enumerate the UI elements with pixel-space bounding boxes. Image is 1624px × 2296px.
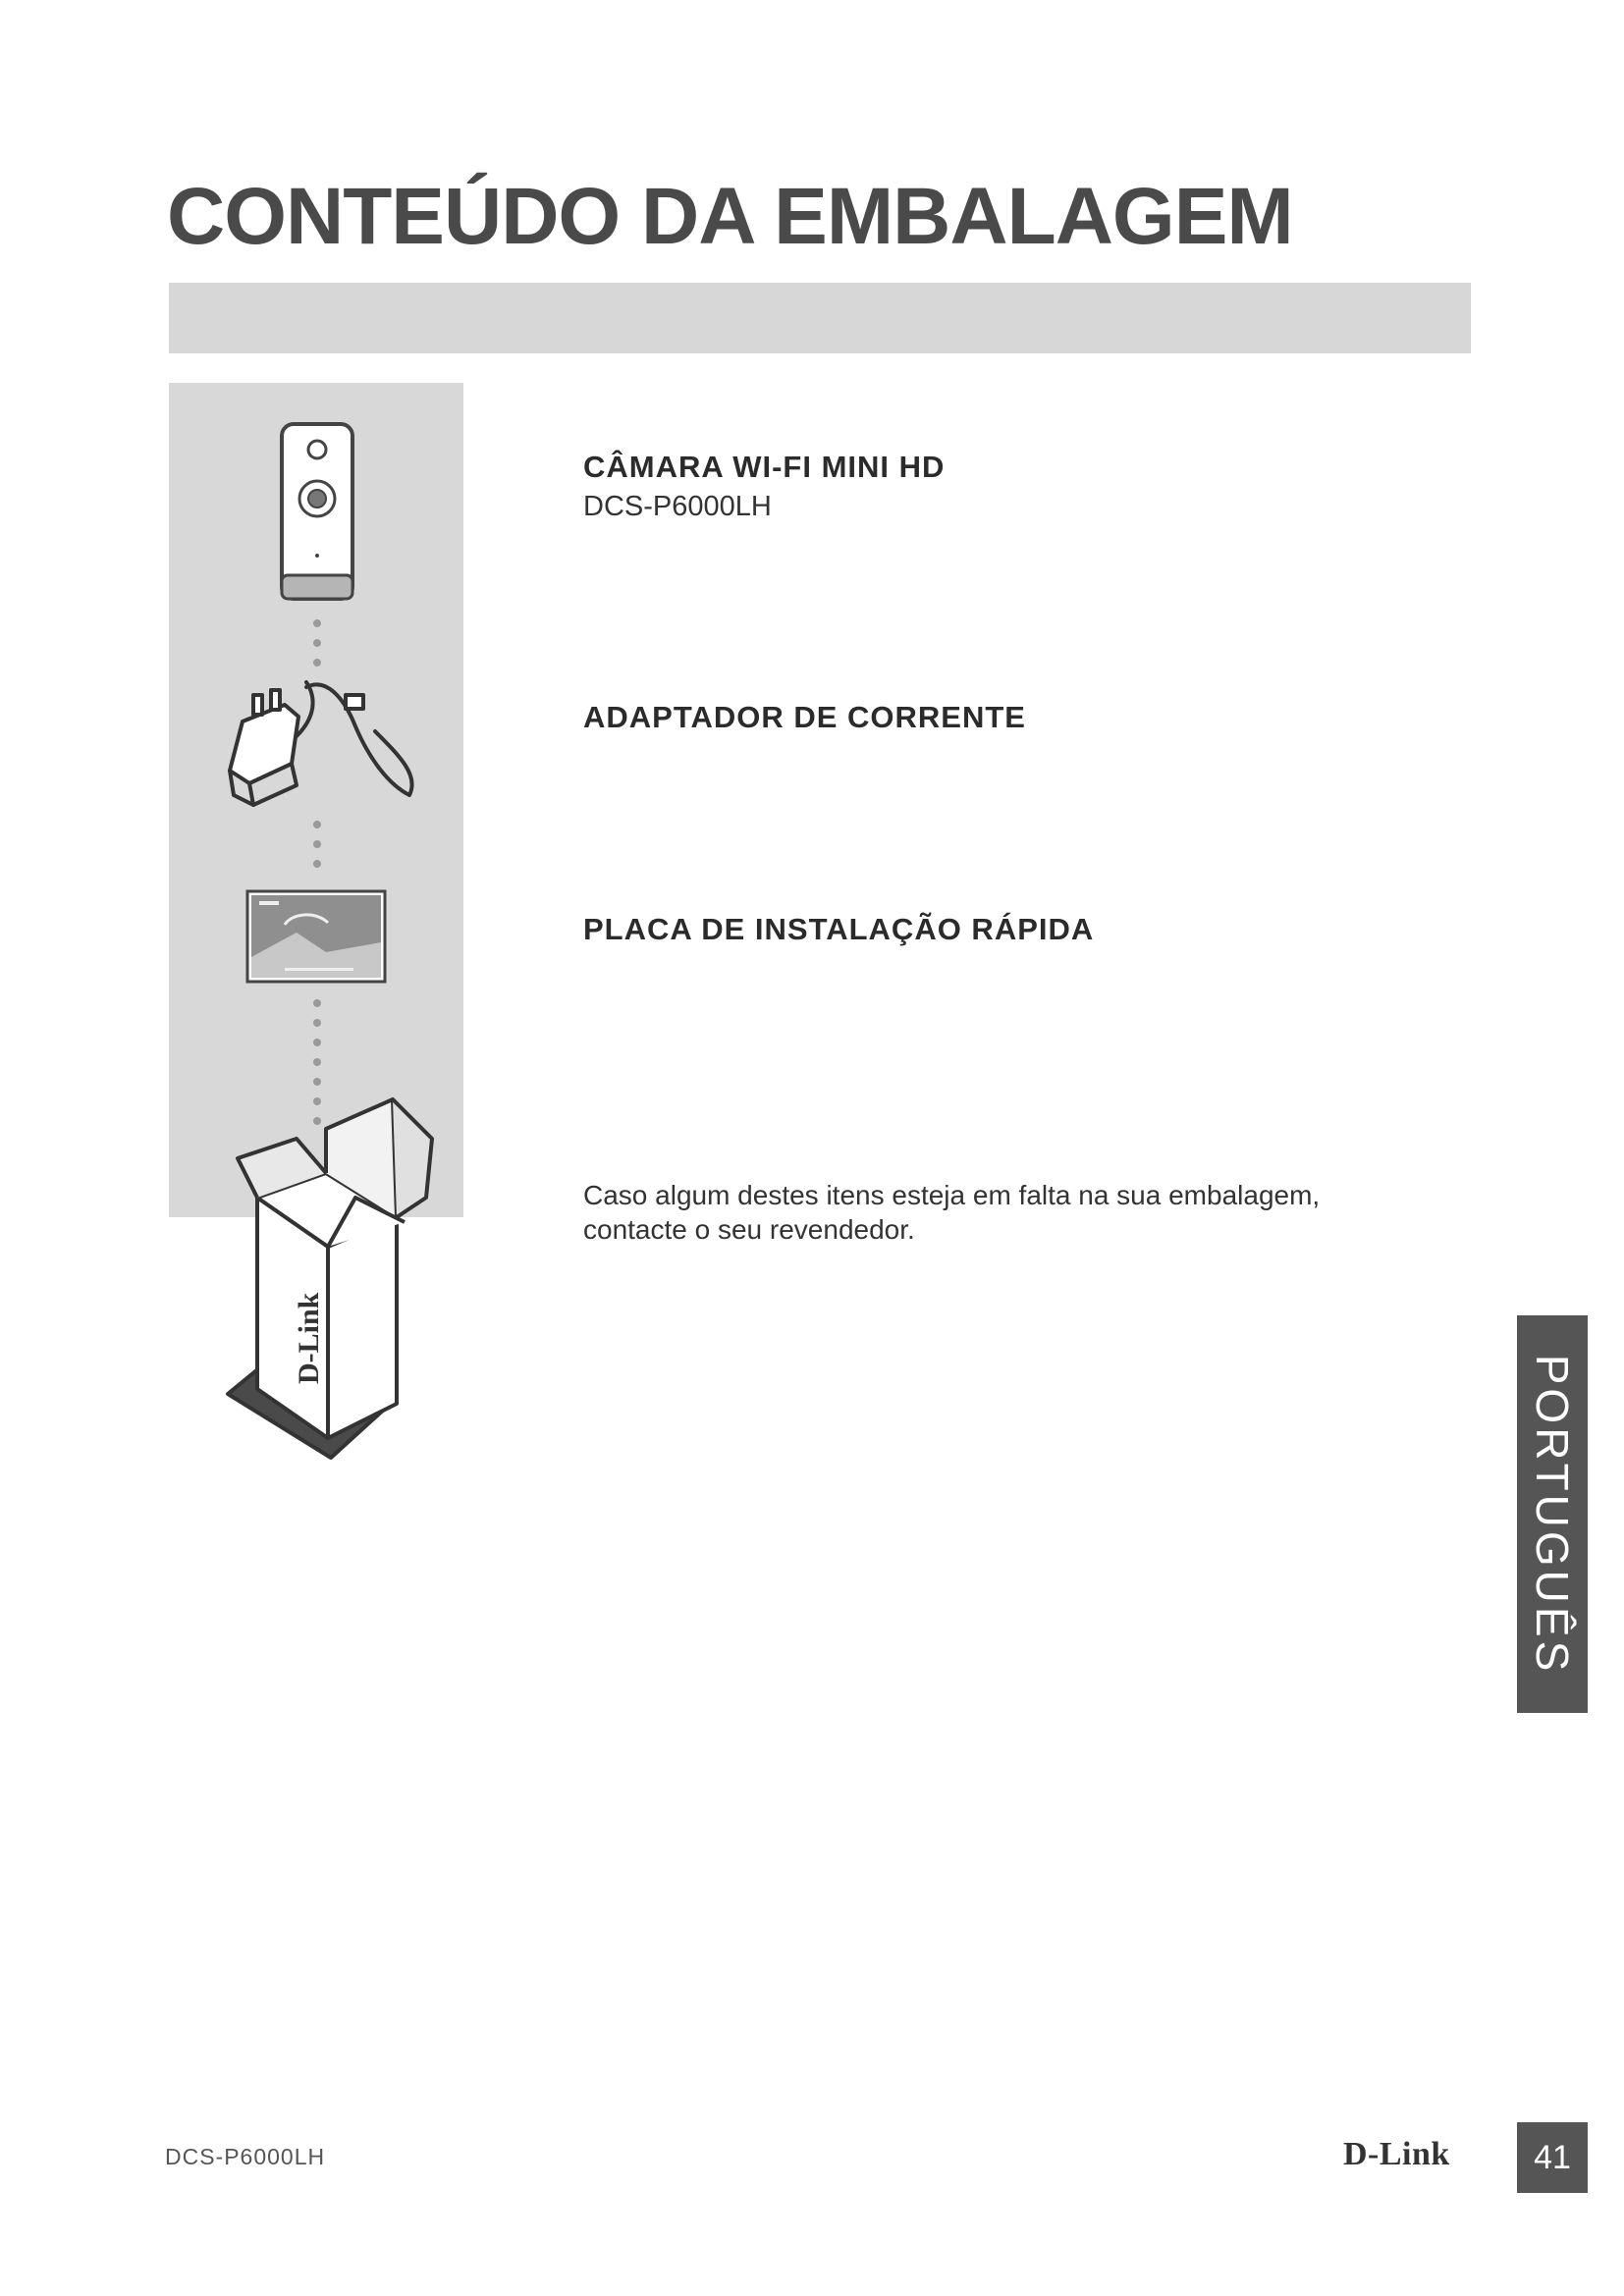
item-adapter-title: ADAPTADOR DE CORRENTE <box>583 700 1026 734</box>
box-logo: D-Link <box>293 1292 325 1384</box>
package-illustration <box>169 383 463 1482</box>
item-camera-title: CÂMARA WI-FI MINI HD <box>583 450 946 484</box>
camera-icon <box>282 424 352 599</box>
language-tab <box>1517 1315 1588 1713</box>
quick-install-card-icon <box>247 891 385 982</box>
box-icon <box>228 1099 432 1458</box>
page-number: 41 <box>1517 2122 1588 2193</box>
missing-items-note: Caso algum destes itens esteja em falta na sua embalagem, contacte o seu revendedor. <box>583 1180 1321 1245</box>
page-title: CONTEÚDO DA EMBALAGEM <box>167 172 1293 261</box>
item-camera-model: DCS-P6000LH <box>583 491 772 522</box>
footer-logo: D-Link <box>1343 2136 1450 2172</box>
footer-model: DCS-P6000LH <box>165 2144 326 2169</box>
item-card-title: PLACA DE INSTALAÇÃO RÁPIDA <box>583 912 1095 946</box>
power-adapter-icon <box>230 682 412 805</box>
language-tab-label: PORTUGUÊS <box>1527 1354 1578 1675</box>
header-band <box>169 283 1471 353</box>
